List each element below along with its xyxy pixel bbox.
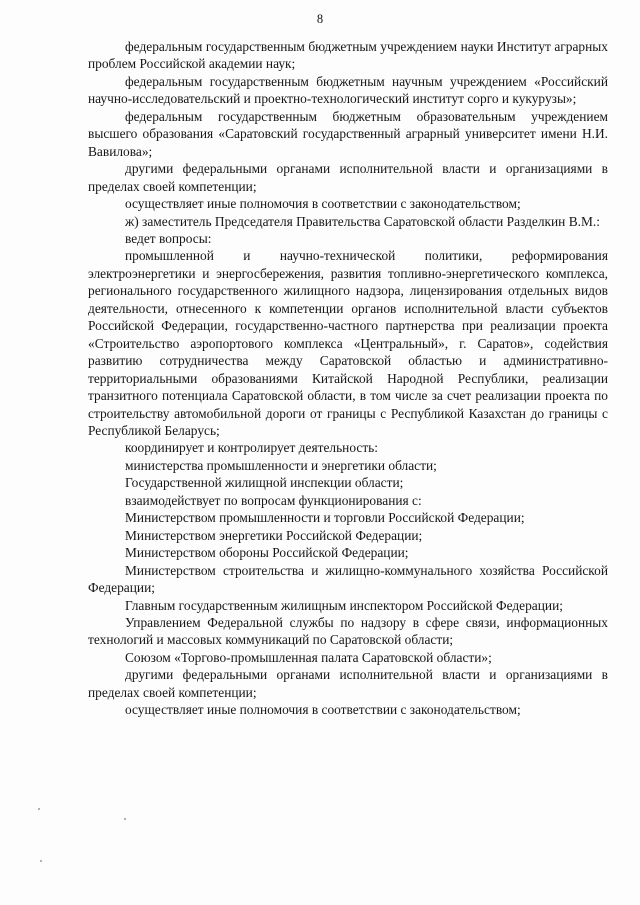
paragraph-3: федеральным государственным бюджетным образовательным учреждением высшего образования «Саратовский государственный аграрный университет имени Н.И. Вавилова»;	[88, 108, 608, 159]
scan-speck	[124, 818, 126, 820]
paragraph-11: Государственной жилищной инспекции области;	[125, 475, 404, 491]
paragraph-19: Союзом «Торгово-промышленная палата Саратовской области»;	[125, 649, 492, 665]
paragraph-21: осуществляет иные полномочия в соответствии с законодательством;	[125, 702, 521, 718]
paragraph-20: другими федеральными органами исполнительной власти и организациями в пределах своей компетенции;	[88, 667, 608, 700]
paragraph-13: Министерством промышленности и торговли Российской Федерации;	[125, 510, 525, 526]
paragraph-10: министерства промышленности и энергетики области;	[125, 457, 437, 473]
paragraph-9: координирует и контролирует деятельность:	[125, 440, 379, 456]
scan-speck	[40, 860, 42, 862]
document-body	[88, 38, 608, 719]
paragraph-12: взаимодействует по вопросам функционирования с:	[125, 492, 422, 508]
paragraph-14: Министерством энергетики Российской Федерации;	[125, 527, 423, 543]
paragraph-8: промышленной и научно-технической политики, реформирования электроэнергетики и энергосбережения, развития топливно-энергетического комплекса, регионального государственного жилищного надзора, лицензирования отдельных видов деятельности, отнесенного к компетенции органов исполнительной власти субъектов Российской Федерации, государственно-частного партнерства при реализации проекта «Строительство аэропортового комплекса «Центральный», г. Саратов», содействия развитию сотрудничества между Саратовской областью и административно-территориальными образованиями Китайской Народной Республики, реализации транзитного потенциала Саратовской области, в том числе за счет реализации проекта по строительству автомобильной дороги от границы с Республикой Казахстан до границы с Республикой Беларусь;	[88, 248, 608, 438]
paragraph-6: ж) заместитель Председателя Правительства Саратовской области Разделкин В.М.:	[125, 213, 600, 229]
paragraph-2: федеральным государственным бюджетным научным учреждением «Российский научно-исследовательский и проектно-технологический институт сорго и кукурузы»;	[88, 73, 608, 107]
paragraph-1: федеральным государственным бюджетным учреждением науки Институт аграрных проблем Российской академии наук;	[88, 39, 608, 72]
paragraph-16: Министерством строительства и жилищно-коммунального хозяйства Российской Федерации;	[88, 562, 608, 596]
paragraph-7: ведет вопросы:	[125, 230, 212, 246]
paragraph-18: Управлением Федеральной службы по надзору в сфере связи, информационных технологий и массовых коммуникаций по Саратовской области;	[88, 614, 608, 648]
paragraph-4: другими федеральными органами исполнительной власти и организациями в пределах своей компетенции;	[88, 161, 608, 194]
paragraph-5: осуществляет иные полномочия в соответствии с законодательством;	[125, 196, 521, 212]
page-number: 8	[316, 12, 324, 26]
scan-speck	[38, 808, 40, 810]
paragraph-15: Министерством обороны Российской Федерации;	[125, 545, 409, 561]
paragraph-17: Главным государственным жилищным инспектором Российской Федерации;	[125, 597, 563, 613]
